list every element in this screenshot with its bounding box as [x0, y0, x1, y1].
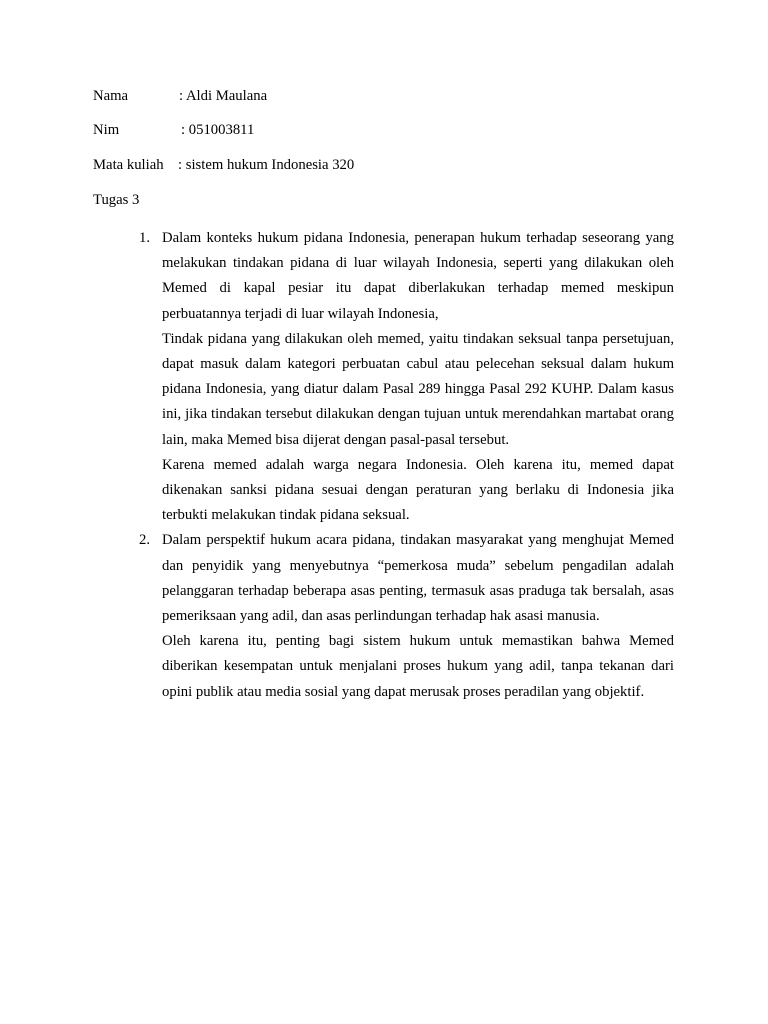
answer-item-1 [93, 226, 674, 528]
info-value-nim: : 051003811 [181, 122, 255, 138]
info-row-nama [93, 86, 268, 106]
answer-1-paragraph-3: Karena memed adalah warga negara Indonesia. Oleh karena itu, memed dapat dikenakan sanksi pidana sesuai dengan peraturan yang berlaku di Indonesia jika terbukti melakukan tindak pidana seksual. [162, 456, 674, 524]
answer-1-paragraph-2: Tindak pidana yang dilakukan oleh memed, yaitu tindakan seksual tanpa persetujuan, dapat masuk dalam kategori perbuatan cabul atau pelecehan seksual dalam hukum pidana Indonesia, yang diatur dalam Pasal 289 hingga Pasal 292 KUHP. Dalam kasus ini, jika tindakan tersebut dilakukan dengan tujuan untuk merendahkan martabat orang lain, maka Memed bisa dijerat dengan pasal-pasal tersebut. [162, 330, 674, 448]
info-value-nama: : Aldi Maulana [179, 88, 268, 104]
answer-number-2: 2. [139, 532, 151, 549]
assignment-title: Tugas 3 [93, 192, 140, 208]
answer-1-paragraph-1: Dalam konteks hukum pidana Indonesia, penerapan hukum terhadap seseorang yang melakukan tindakan pidana di luar wilayah Indonesia, seperti yang dilakukan oleh Memed di kapal pesiar itu dapat diberlakukan terhadap memed meskipun perbuatannya terjadi di luar wilayah Indonesia, [162, 230, 674, 322]
info-row-mata-kuliah [93, 155, 355, 175]
info-label-nama: Nama [93, 88, 129, 104]
answer-number-1: 1. [139, 230, 151, 246]
answer-2-paragraph-1: Dalam perspektif hukum acara pidana, tindakan masyarakat yang menghujat Memed dan penyidik yang menyebutnya “pemerkosa muda” sebelum pengadilan adalah pelanggaran terhadap beberapa asas penting, termasuk asas praduga tak bersalah, asas pemeriksaan yang adil, dan asas perlindungan terhadap hak asasi manusia. [162, 532, 674, 625]
info-label-mata-kuliah: Mata kuliah [93, 157, 164, 173]
answer-2-paragraph-2: Oleh karena itu, penting bagi sistem hukum untuk memastikan bahwa Memed diberikan kesempatan untuk menjalani proses hukum yang adil, tanpa tekanan dari opini publik atau media sosial yang dapat merusak proses peradilan yang objektif. [162, 633, 674, 700]
answer-list [93, 226, 674, 705]
info-label-nim: Nim [93, 122, 120, 138]
info-row-nim [93, 120, 255, 140]
answer-item-2 [93, 528, 674, 704]
info-value-mata-kuliah: : sistem hukum Indonesia 320 [178, 157, 355, 173]
